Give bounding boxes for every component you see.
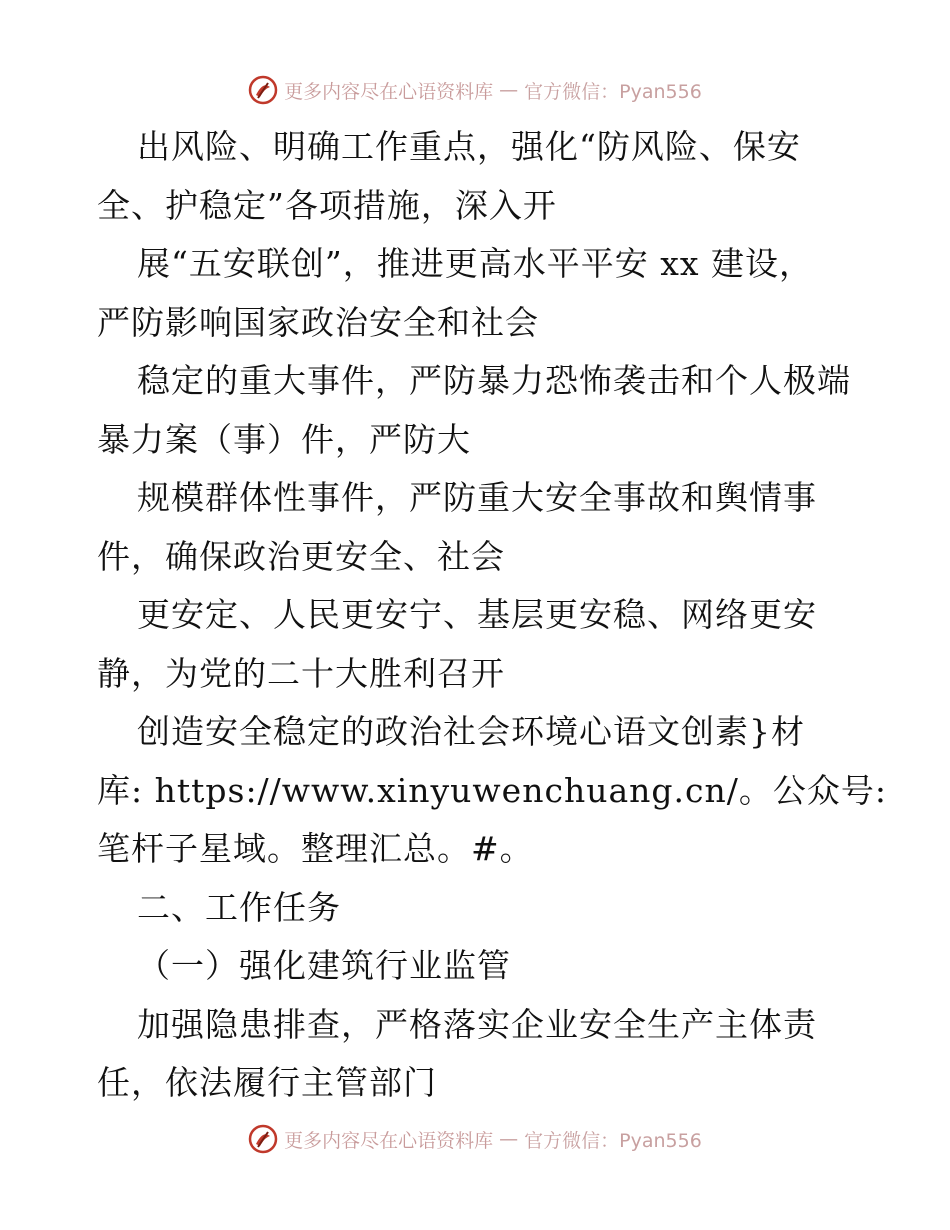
body-line: 库: https://www.xinyuwenchuang.cn/。公众号: (97, 770, 887, 810)
body-line: 笔杆子星域。整理汇总。#。 (97, 829, 534, 868)
body-line: 稳定的重大事件，严防暴力恐怖袭击和个人极端 (137, 361, 851, 400)
footer-watermark-banner (0, 1119, 950, 1159)
section-heading: 二、工作任务 (137, 887, 341, 927)
footer-wechat-text: 官方微信：Pyan556 (524, 1129, 702, 1152)
body-line: 暴力案（事）件，严防大 (97, 419, 471, 459)
header-wechat-text: 官方微信：Pyan556 (524, 80, 702, 103)
body-line: 任，依法履行主管部门 (97, 1063, 437, 1102)
body-line: 加强隐患排查，严格落实企业安全生产主体责 (137, 1004, 817, 1044)
footer-separator: — (499, 1128, 519, 1150)
body-line: 展“五安联创”，推进更高水平平安 xx 建设， (137, 244, 813, 283)
body-line: 件，确保政治更安全、社会 (97, 536, 505, 576)
subsection-heading: （一）强化建筑行业监管 (137, 946, 511, 985)
body-line: 严防影响国家政治安全和社会 (97, 302, 539, 342)
header-separator: — (499, 79, 519, 101)
header-promo-text: 更多内容尽在心语资料库 (284, 80, 494, 103)
rose-ribbon-logo-icon (248, 1124, 278, 1154)
body-line: 更安定、人民更安宁、基层更安稳、网络更安 (137, 595, 817, 634)
rose-ribbon-logo-icon (248, 75, 278, 105)
document-body (97, 118, 887, 1113)
body-line: 全、护稳定”各项措施，深入开 (97, 185, 557, 225)
header-watermark-banner (0, 70, 950, 110)
footer-promo-text: 更多内容尽在心语资料库 (284, 1129, 494, 1152)
body-line: 静，为党的二十大胜利召开 (97, 653, 505, 693)
body-line: 出风险、明确工作重点，强化“防风险、保安 (137, 127, 801, 166)
body-line: 规模群体性事件，严防重大安全事故和舆情事 (137, 478, 817, 517)
body-line: 创造安全稳定的政治社会环境心语文创素}材 (137, 712, 805, 751)
